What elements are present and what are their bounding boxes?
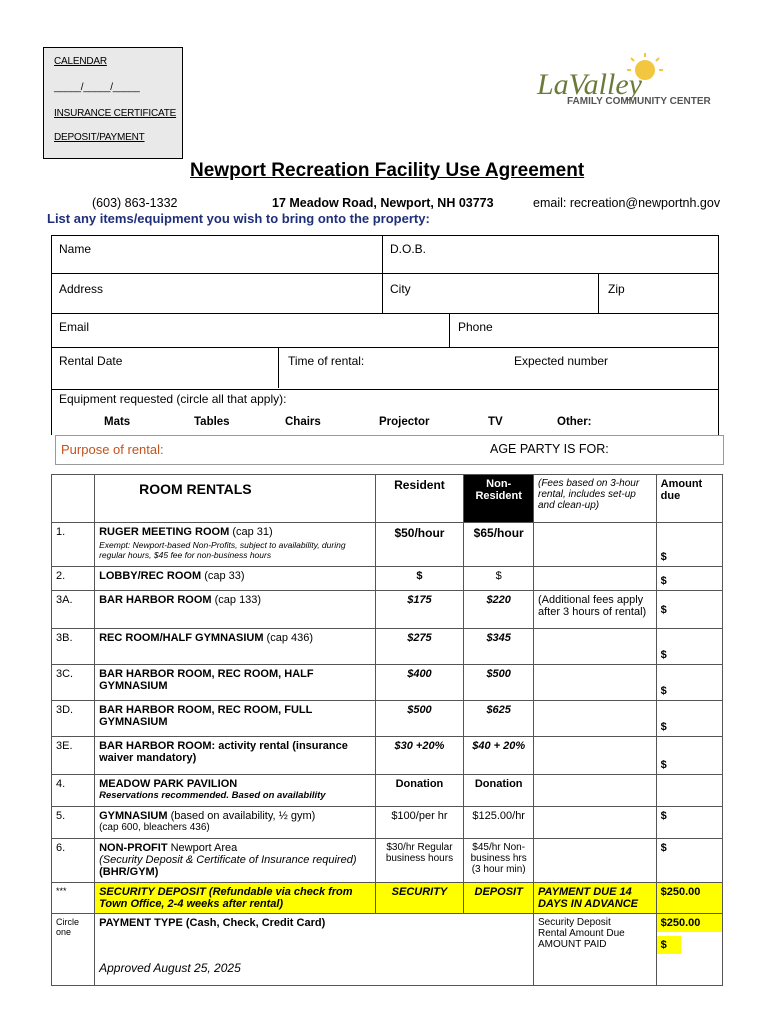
payment-type-cell [95, 914, 534, 986]
payment-due-note: PAYMENT DUE 14 DAYS IN ADVANCE [533, 883, 656, 914]
fee-note [533, 665, 656, 701]
table-row [52, 839, 723, 883]
office-use-box [43, 47, 183, 159]
nonresident-price: $345 [464, 629, 534, 665]
amount-due-field[interactable]: $ [656, 807, 722, 839]
room-detail: Newport Area [170, 842, 238, 854]
nonresident-price: $45/hr Non-business hrs (3 hour min) [464, 839, 534, 883]
room-cell [95, 629, 375, 665]
amount-due-field[interactable] [656, 775, 722, 807]
room-name: REC ROOM/HALF GYMNASIUM [99, 632, 264, 644]
amount-due-header: Amount due [656, 475, 722, 523]
security-deposit-line: Security Deposit [537, 917, 611, 928]
equipment-projector[interactable]: Projector [379, 416, 430, 428]
logo-script-text: LaValley [537, 68, 642, 101]
row-number: 5. [52, 807, 95, 839]
table-row [52, 523, 723, 567]
equipment-mats[interactable]: Mats [104, 416, 131, 428]
equipment-other[interactable]: Other: [557, 416, 592, 428]
nonresident-price: $220 [464, 591, 534, 629]
room-note-2: (BHR/GYM) [99, 866, 159, 878]
resident-price: Donation [375, 775, 464, 807]
room-cell [95, 523, 375, 567]
phone-field[interactable]: Phone [458, 320, 493, 334]
amount-paid-line: AMOUNT PAID [537, 939, 607, 950]
room-name: RUGER MEETING ROOM [99, 526, 230, 538]
resident-price: $400 [375, 665, 464, 701]
equipment-list-note: List any items/equipment you wish to bring onto the property: [47, 211, 430, 226]
city-field[interactable]: City [390, 282, 411, 296]
name-field[interactable]: Name [59, 242, 92, 256]
nonresident-price: $625 [464, 701, 534, 737]
row-number: 3D. [52, 701, 95, 737]
fee-note [533, 567, 656, 591]
room-name: BAR HARBOR ROOM, REC ROOM, FULL GYMNASIUM [95, 701, 375, 737]
non-resident-header-line1: Non- [486, 478, 512, 490]
resident-price: $275 [375, 629, 464, 665]
equipment-chairs[interactable]: Chairs [285, 416, 321, 428]
amount-due-field[interactable]: $ [656, 701, 722, 737]
room-name: BAR HARBOR ROOM, REC ROOM, HALF GYMNASIUM [95, 665, 375, 701]
row-number: 1. [52, 523, 95, 567]
amount-due-field[interactable]: $ [656, 629, 722, 665]
room-name: NON-PROFIT [99, 842, 168, 854]
non-resident-header-line2: Resident [475, 490, 522, 502]
room-cell [95, 775, 375, 807]
rental-date-field[interactable]: Rental Date [59, 354, 123, 368]
equipment-tables[interactable]: Tables [194, 416, 230, 428]
nonresident-price: $500 [464, 665, 534, 701]
nonresident-price: $ [464, 567, 534, 591]
payment-summary-labels [533, 914, 656, 986]
table-row [52, 665, 723, 701]
room-capacity: (cap 436) [266, 632, 314, 644]
dob-field[interactable]: D.O.B. [390, 242, 427, 256]
payment-type-label[interactable]: PAYMENT TYPE (Cash, Check, Credit Card) [99, 917, 326, 929]
deposit-amount: $250.00 [656, 883, 722, 914]
table-row [52, 567, 723, 591]
fee-note: (Additional fees apply after 3 hours of rental) [533, 591, 656, 629]
amount-due-field[interactable]: $ [656, 523, 722, 567]
lavalley-logo [535, 50, 725, 120]
contact-phone: (603) 863-1332 [92, 196, 178, 210]
row-number: 3B. [52, 629, 95, 665]
amount-due-field[interactable]: $ [656, 839, 722, 883]
amount-due-field[interactable]: $ [656, 737, 722, 775]
room-detail: (based on availability, ½ gym) [170, 810, 316, 822]
table-row [52, 737, 723, 775]
fee-note [533, 523, 656, 567]
circle-one-label: Circle one [52, 914, 95, 986]
fee-note [533, 839, 656, 883]
amount-paid-field[interactable]: $ [657, 936, 681, 954]
amount-due-field[interactable]: $ [656, 665, 722, 701]
fee-note [533, 807, 656, 839]
table-row [52, 807, 723, 839]
insurance-certificate-label: INSURANCE CERTIFICATE [54, 108, 177, 119]
rental-amount-due-line: Rental Amount Due [537, 928, 625, 939]
room-name: LOBBY/REC ROOM [99, 570, 202, 582]
contact-address: 17 Meadow Road, Newport, NH 03773 [272, 196, 494, 210]
resident-price: $50/hour [375, 523, 464, 567]
fee-note [533, 629, 656, 665]
payment-row [52, 914, 723, 986]
resident-price: $500 [375, 701, 464, 737]
equipment-tv[interactable]: TV [488, 416, 503, 428]
room-capacity: (cap 33) [204, 570, 245, 582]
room-name: BAR HARBOR ROOM: activity rental (insurance waiver mandatory) [95, 737, 375, 775]
deposit-total: $250.00 [657, 914, 722, 932]
page-title: Newport Recreation Facility Use Agreement [190, 160, 585, 181]
room-name: BAR HARBOR ROOM [99, 594, 212, 606]
table-row [52, 629, 723, 665]
resident-price: $30/hr Regular business hours [375, 839, 464, 883]
logo-subtitle: FAMILY COMMUNITY CENTER [567, 96, 711, 107]
room-cell [95, 591, 375, 629]
room-name: GYMNASIUM [99, 810, 168, 822]
resident-header: Resident [375, 475, 464, 523]
email-field[interactable]: Email [59, 320, 90, 334]
address-field[interactable]: Address [59, 282, 104, 296]
contact-email: email: recreation@newportnh.gov [533, 196, 721, 210]
equipment-label: Equipment requested (circle all that apply): [59, 392, 287, 406]
room-rental-table [51, 474, 723, 986]
resident-price: $175 [375, 591, 464, 629]
room-cell [95, 839, 375, 883]
table-row [52, 591, 723, 629]
room-rentals-header: ROOM RENTALS [95, 475, 375, 523]
calendar-date-line[interactable]: _____/_____/_____ [54, 82, 140, 93]
room-cell [95, 807, 375, 839]
resident-price: $30 +20% [375, 737, 464, 775]
room-capacity: (cap 600, bleachers 436) [99, 822, 210, 833]
payment-amounts [656, 914, 722, 986]
deposit-label: DEPOSIT [464, 883, 534, 914]
amount-due-field[interactable]: $ [656, 591, 722, 629]
room-capacity: (cap 31) [232, 526, 273, 538]
row-number: 4. [52, 775, 95, 807]
fees-note-header: (Fees based on 3-hour rental, includes set-up and clean-up) [533, 475, 656, 523]
room-capacity: (cap 133) [214, 594, 262, 606]
room-note: (Security Deposit & Certificate of Insurance required) [99, 854, 357, 866]
room-cell [95, 567, 375, 591]
row-number: *** [52, 883, 95, 914]
resident-price: $ [375, 567, 464, 591]
room-note: Reservations recommended. Based on availability [99, 790, 326, 801]
purpose-field[interactable]: Purpose of rental: [61, 442, 164, 457]
row-number: 3C. [52, 665, 95, 701]
non-resident-header [464, 475, 534, 523]
room-name: MEADOW PARK PAVILION [99, 778, 238, 790]
row-number: 3E. [52, 737, 95, 775]
deposit-payment-label: DEPOSIT/PAYMENT [54, 132, 145, 143]
table-row [52, 701, 723, 737]
fee-note [533, 701, 656, 737]
nonresident-price: Donation [464, 775, 534, 807]
nonresident-price: $125.00/hr [464, 807, 534, 839]
table-row [52, 775, 723, 807]
row-number: 3A. [52, 591, 95, 629]
fee-note [533, 737, 656, 775]
resident-price: $100/per hr [375, 807, 464, 839]
zip-field[interactable]: Zip [608, 282, 625, 296]
time-of-rental-field[interactable]: Time of rental: [288, 354, 365, 368]
security-deposit-text: SECURITY DEPOSIT (Refundable via check from Town Office, 2-4 weeks after rental) [95, 883, 375, 914]
nonresident-price: $40 + 20% [464, 737, 534, 775]
security-deposit-row [52, 883, 723, 914]
row-number: 6. [52, 839, 95, 883]
room-note: Exempt: Newport-based Non-Profits, subject to availability, during regular hours, $45 fee for non-business hours [99, 540, 346, 560]
security-label: SECURITY [375, 883, 464, 914]
age-party-field[interactable]: AGE PARTY IS FOR: [490, 442, 609, 456]
expected-number-field[interactable]: Expected number [514, 354, 609, 368]
approved-date: Approved August 25, 2025 [99, 961, 241, 975]
table-header-row [52, 475, 723, 523]
row-number: 2. [52, 567, 95, 591]
fee-note [533, 775, 656, 807]
calendar-label: CALENDAR [54, 56, 107, 67]
amount-due-field[interactable]: $ [656, 567, 722, 591]
nonresident-price: $65/hour [464, 523, 534, 567]
